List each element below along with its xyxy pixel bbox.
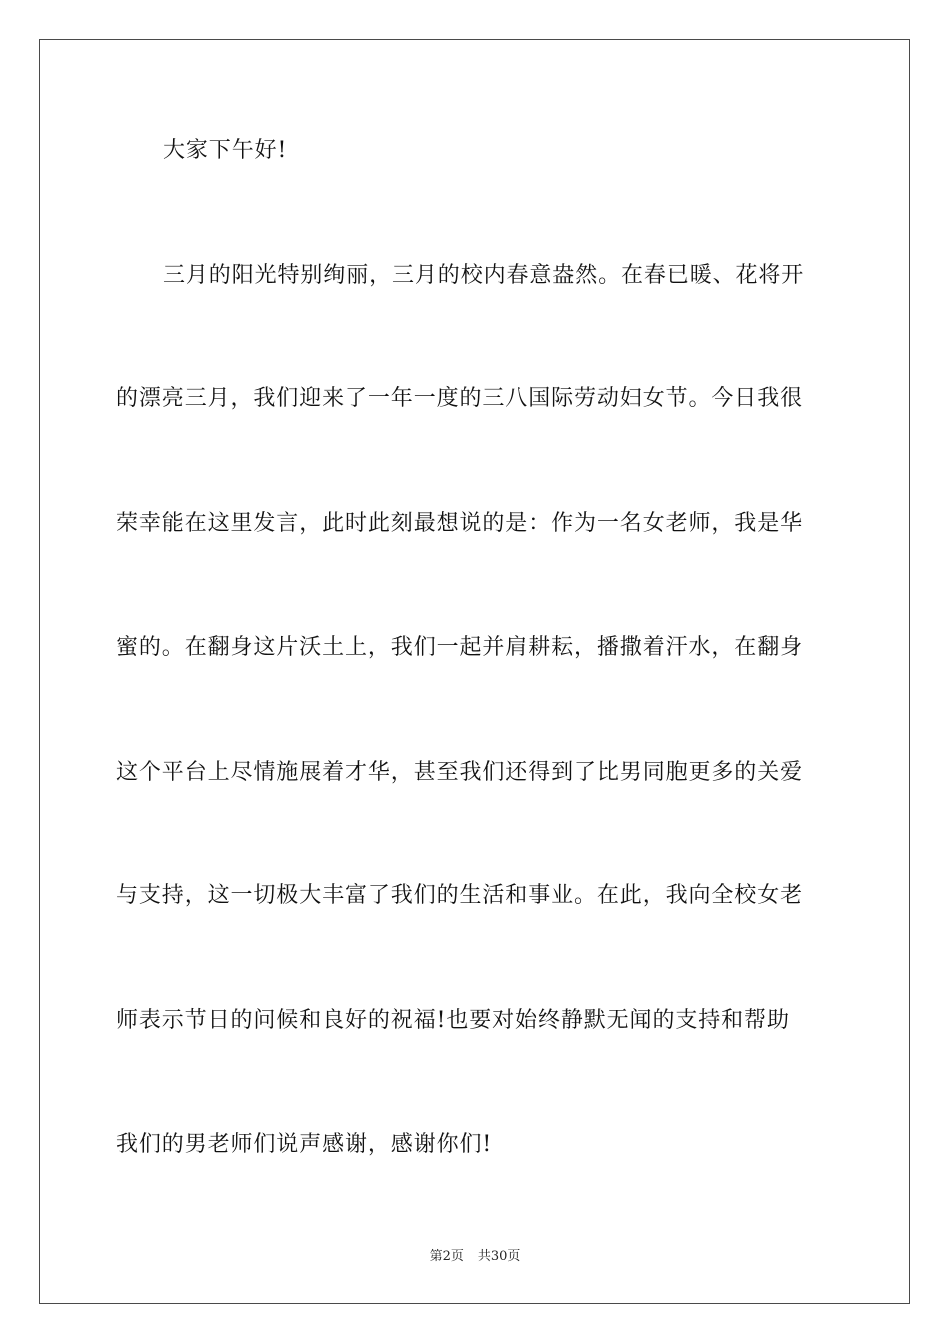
- greeting-line: 大家下午好!: [163, 138, 288, 163]
- paragraph-line-8: 我们的男老师们说声感谢，感谢你们!: [116, 1132, 493, 1157]
- page-number: 第2页: [429, 1249, 464, 1264]
- page-border: [39, 39, 910, 1304]
- paragraph-line-3: 荣幸能在这里发言，此时此刻最想说的是：作为一名女老师，我是华: [116, 511, 804, 536]
- paragraph-line-2: 的漂亮三月，我们迎来了一年一度的三八国际劳动妇女节。今日我很: [116, 386, 804, 411]
- paragraph-line-7: 师表示节日的问候和良好的祝福!也要对始终静默无闻的支持和帮助: [116, 1008, 790, 1033]
- paragraph-line-4: 蜜的。在翻身这片沃土上，我们一起并肩耕耘，播撒着汗水，在翻身: [116, 635, 804, 660]
- page-footer: [0, 1248, 950, 1266]
- paragraph-line-6: 与支持，这一切极大丰富了我们的生活和事业。在此，我向全校女老: [116, 883, 804, 908]
- page-total: 共30页: [477, 1249, 521, 1264]
- paragraph-line-1: 三月的阳光特别绚丽，三月的校内春意盎然。在春已暖、花将开: [163, 263, 805, 288]
- paragraph-line-5: 这个平台上尽情施展着才华，甚至我们还得到了比男同胞更多的关爱: [116, 760, 804, 785]
